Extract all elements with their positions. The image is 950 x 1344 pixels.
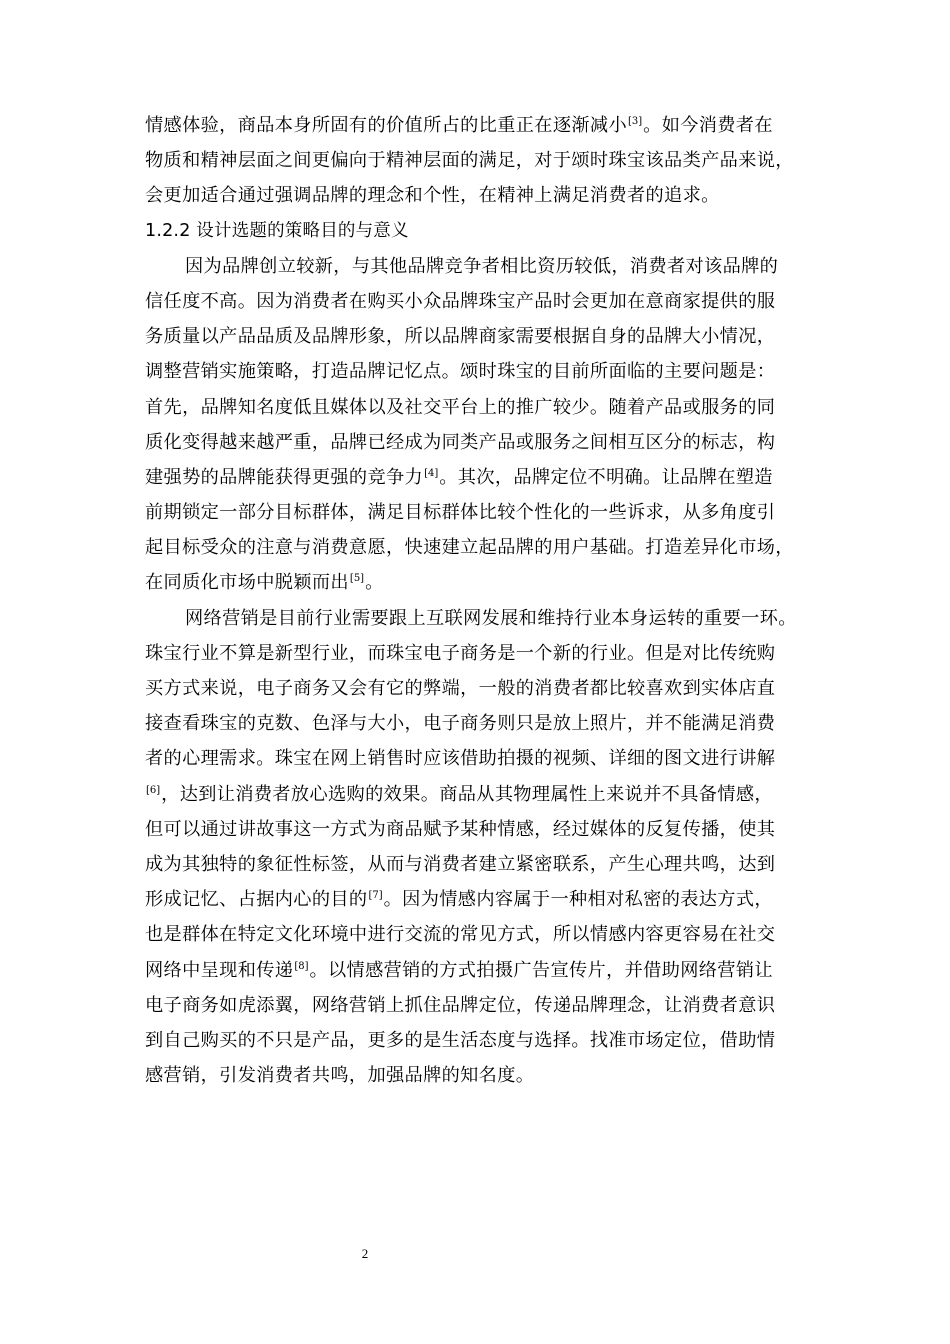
text-run: 。其次，品牌定位不明确。让品牌在塑造 bbox=[439, 466, 773, 488]
text-line: 到自己购买的不只是产品，更多的是生活态度与选择。找准市场定位，借助情 bbox=[145, 1029, 776, 1051]
text-line bbox=[145, 882, 825, 917]
text-line: 珠宝行业不算是新型行业，而珠宝电子商务是一个新的行业。但是对比传统购 bbox=[145, 642, 776, 664]
text-line: 也是群体在特定文化环境中进行交流的常见方式，所以情感内容更容易在社交 bbox=[145, 924, 776, 946]
text-line: 务质量以产品品质及品牌形象，所以品牌商家需要根据自身的品牌大小情况， bbox=[145, 326, 776, 348]
text-run: 在同质化市场中脱颖而出 bbox=[145, 572, 349, 594]
text-line bbox=[145, 460, 825, 495]
text-run: 。 bbox=[365, 572, 384, 594]
citation-3: [3] bbox=[627, 116, 643, 127]
text-line: 接查看珠宝的克数、色泽与大小，电子商务则只是放上照片，并不能满足消费 bbox=[145, 713, 776, 735]
section-heading-block bbox=[145, 214, 825, 249]
text-run: 网络中呈现和传递 bbox=[145, 959, 294, 981]
text-line: 起目标受众的注意与消费意愿，快速建立起品牌的用户基础。打造差异化市场， bbox=[145, 537, 794, 559]
text-line: 但可以通过讲故事这一方式为商品赋予某种情感，经过媒体的反复传播，使其 bbox=[145, 818, 776, 840]
text-line: 质化变得越来越严重，品牌已经成为同类产品或服务之间相互区分的标志，构 bbox=[145, 431, 776, 453]
paragraph-strategy bbox=[145, 249, 825, 601]
paragraph-network-marketing bbox=[145, 601, 825, 1094]
text-line: 感营销，引发消费者共鸣，加强品牌的知名度。 bbox=[145, 1065, 535, 1087]
text-line: 前期锁定一部分目标群体，满足目标群体比较个性化的一些诉求，从多角度引 bbox=[145, 502, 776, 524]
text-line: 调整营销实施策略，打造品牌记忆点。颂时珠宝的目前所面临的主要问题是： bbox=[145, 361, 776, 383]
text-line bbox=[145, 108, 825, 143]
citation-8: [8] bbox=[294, 960, 309, 972]
text-run: 。如今消费者在 bbox=[643, 115, 773, 136]
text-line: 首先，品牌知名度低且媒体以及社交平台上的推广较少。随着产品或服务的同 bbox=[145, 396, 776, 418]
text-line bbox=[145, 777, 825, 812]
text-line: 物质和精神层面之间更偏向于精神层面的满足，对于颂时珠宝该品类产品来说， bbox=[145, 150, 794, 172]
page-number: 2 bbox=[361, 1246, 369, 1261]
text-line: 信任度不高。因为消费者在购买小众品牌珠宝产品时会更加在意商家提供的服 bbox=[145, 290, 776, 312]
paragraph-continued bbox=[145, 108, 825, 214]
text-line bbox=[145, 953, 825, 988]
citation-6: [6] bbox=[146, 784, 161, 796]
section-heading: 1.2.2 设计选题的策略目的与意义 bbox=[145, 220, 409, 241]
text-run: ，达到让消费者放心选购的效果。商品从其物理属性上来说并不具备情感， bbox=[161, 783, 773, 805]
text-line: 电子商务如虎添翼，网络营销上抓住品牌定位，传递品牌理念，让消费者意识 bbox=[145, 994, 776, 1016]
text-line: 成为其独特的象征性标签，从而与消费者建立紧密联系，产生心理共鸣，达到 bbox=[145, 853, 776, 875]
citation-4: [4] bbox=[424, 467, 439, 479]
text-run: 建强势的品牌能获得更强的竞争力 bbox=[145, 466, 424, 488]
text-line: 买方式来说，电子商务又会有它的弊端，一般的消费者都比较喜欢到实体店直 bbox=[145, 678, 776, 699]
text-line: 因为品牌创立较新，与其他品牌竞争者相比资历较低，消费者对该品牌的 bbox=[185, 255, 779, 277]
text-run: 情感体验，商品本身所固有的价值所占的比重正在逐渐减小 bbox=[145, 115, 627, 136]
text-line: 会更加适合通过强调品牌的理念和个性，在精神上满足消费者的追求。 bbox=[145, 185, 720, 207]
citation-7: [7] bbox=[368, 890, 383, 902]
text-line: 者的心理需求。珠宝在网上销售时应该借助拍摄的视频、详细的图文进行讲解 bbox=[145, 748, 776, 770]
text-line: 网络营销是目前行业需要跟上互联网发展和维持行业本身运转的重要一环。 bbox=[185, 607, 797, 629]
text-run: 。以情感营销的方式拍摄广告宣传片，并借助网络营销让 bbox=[309, 959, 773, 981]
text-run: 形成记忆、占据内心的目的 bbox=[145, 889, 368, 911]
citation-5: [5] bbox=[349, 573, 365, 585]
text-line bbox=[145, 565, 825, 600]
body-text bbox=[145, 108, 825, 1093]
text-run: 。因为情感内容属于一种相对私密的表达方式， bbox=[383, 889, 773, 911]
